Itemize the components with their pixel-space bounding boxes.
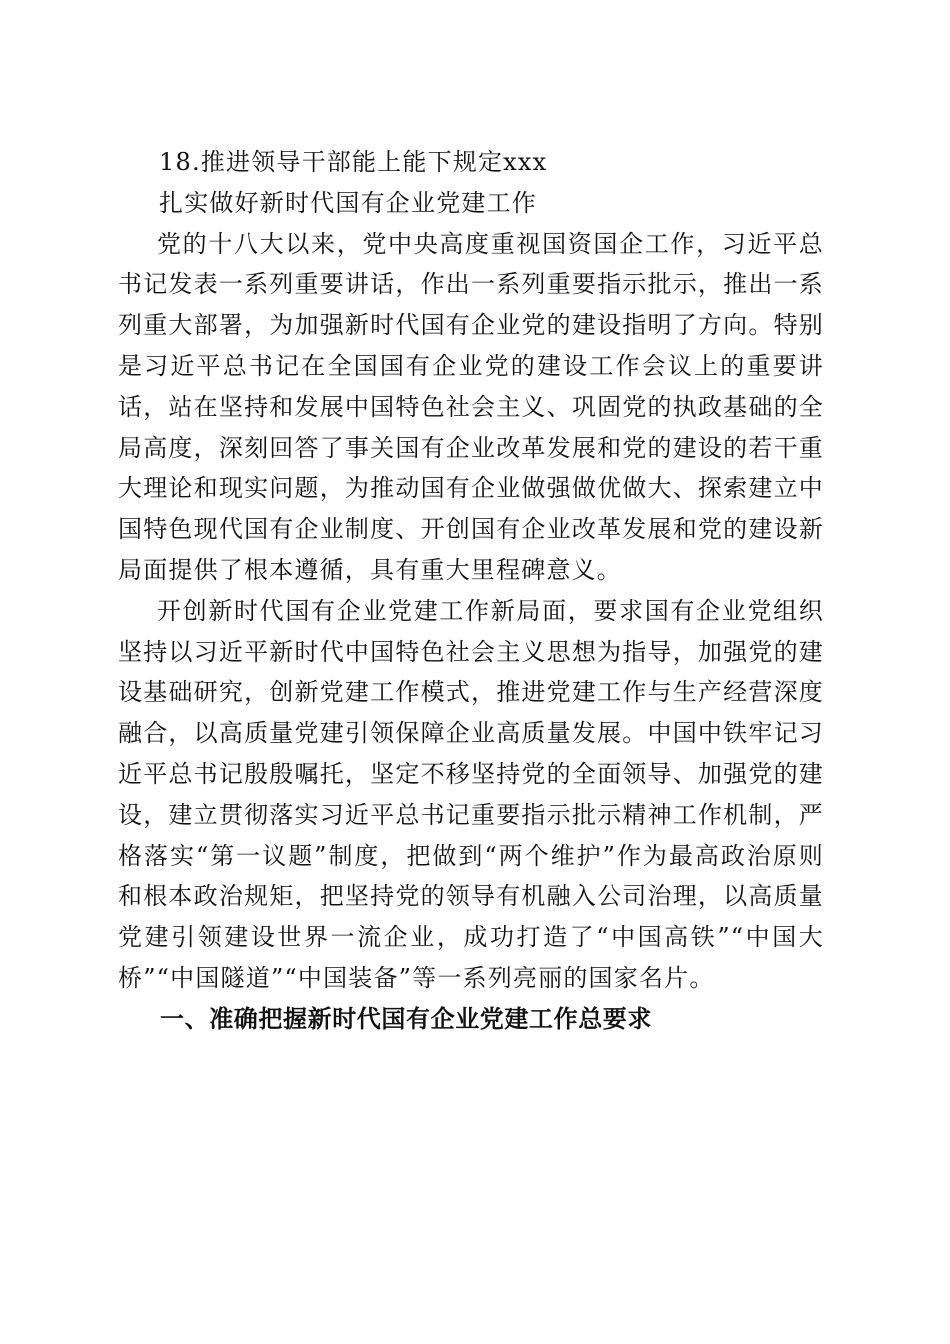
paragraph-1: 党的十八大以来，党中央高度重视国资国企工作，习近平总书记发表一系列重要讲话，作出一系列重要指示批示，推出一系列重大部署，为加强新时代国有企业党的建设指明了方向。特别是习近平总书记在全国国有企业党的建设工作会议上的重要讲话，站在坚持和发展中国特色社会主义、巩固党的执政基础的全局高度，深刻回答了事关国有企业改革发展和党的建设的若干重大理论和现实问题，为推动国有企业做强做优做大、探索建立中国特色现代国有企业制度、开创国有企业改革发展和党的建设新局面提供了根本遵循，具有重大里程碑意义。 — [118, 229, 824, 584]
article-title: 扎实做好新时代国有企业党建工作 — [159, 188, 537, 217]
item-line: 18.推进领导干部能上能下规定xxx — [159, 148, 548, 176]
section-heading: 一、准确把握新时代国有企业党建工作总要求 — [160, 1004, 652, 1033]
document-body — [118, 142, 824, 1040]
paragraph-2: 开创新时代国有企业党建工作新局面，要求国有企业党组织坚持以习近平新时代中国特色社会主义思想为指导，加强党的建设基础研究，创新党建工作模式，推进党建工作与生产经营深度融合，以高质量党建引领保障企业高质量发展。中国中铁牢记习近平总书记殷殷嘱托，坚定不移坚持党的全面领导、加强党的建设，建立贯彻落实习近平总书记重要指示批示精神工作机制，严格落实“第一议题”制度，把做到“两个维护”作为最高政治原则和根本政治规矩，把坚持党的领导有机融入公司治理，以高质量党建引领建设世界一流企业，成功打造了“中国高铁”“中国大桥”“中国隧道”“中国装备”等一系列亮丽的国家名片。 — [118, 596, 824, 992]
